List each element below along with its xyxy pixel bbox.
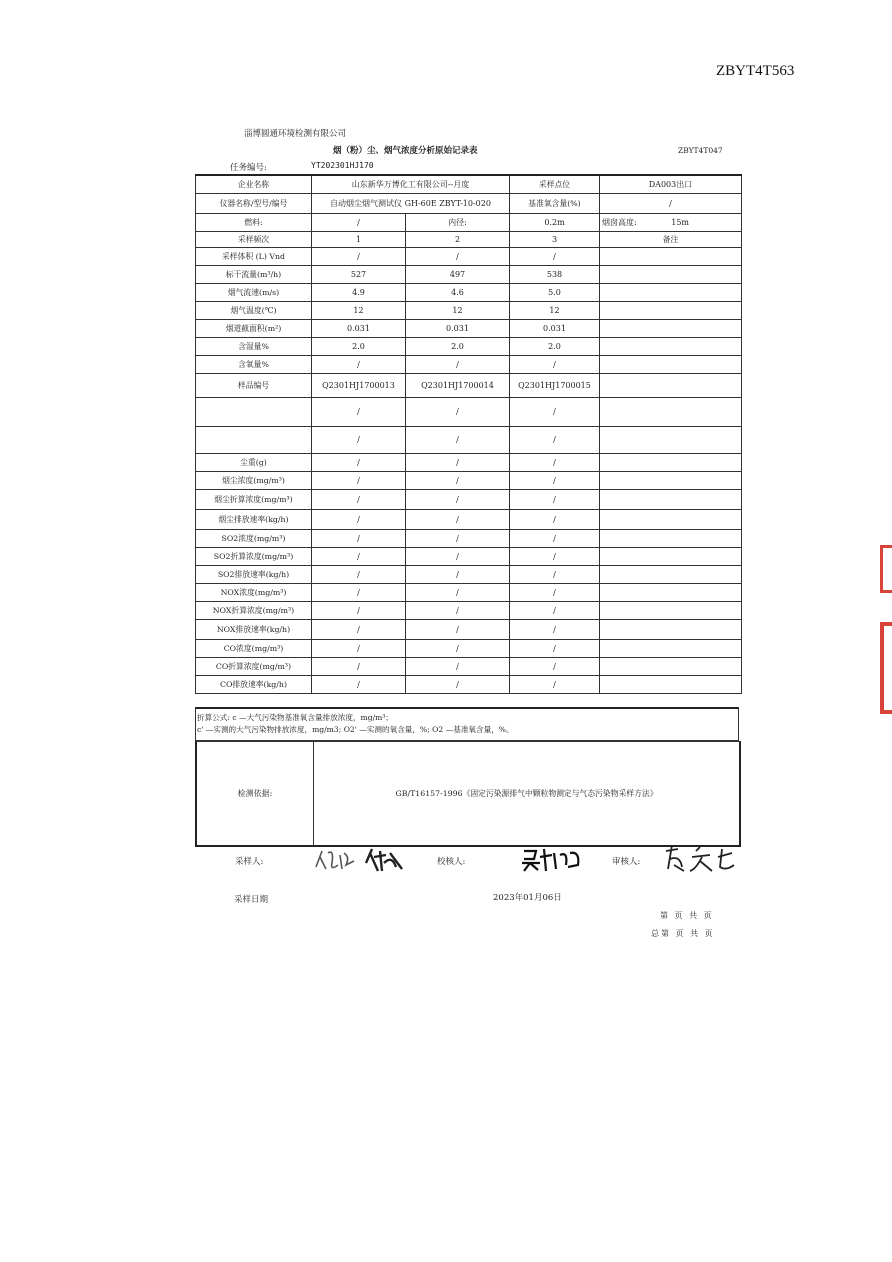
row-remark [600,583,742,601]
sampler-signature [312,843,412,875]
frequency-row [196,231,742,247]
measurement-row [196,319,742,337]
measurement-row [196,301,742,319]
row-value-3: / [510,639,600,657]
row-label [196,397,312,426]
row-value-2: 2.0 [406,337,510,355]
measurement-row [196,355,742,373]
row-value-1: 0.031 [312,319,406,337]
row-value-2: 4.6 [406,283,510,301]
measurement-row [196,639,742,657]
instrument-label: 仪器名称/型号/编号 [196,193,312,213]
row-label: CO排放速率(kg/h) [196,675,312,693]
row-value-3: / [510,426,600,453]
row-value-1: / [312,601,406,619]
analysis-record-table [195,174,742,694]
row-value-3: 5.0 [510,283,600,301]
row-remark [600,265,742,283]
row-value-3: 538 [510,265,600,283]
row-label: CO折算浓度(mg/m³) [196,657,312,675]
reviewer-label: 审核人: [612,857,641,867]
row-value-2: / [406,453,510,471]
formula-line-2: c' —实测的大气污染物排放浓度，mg/m3; O2' —实测的氧含量，%; O2 —基准氧含量，%。 [197,725,514,734]
row-value-3: / [510,397,600,426]
formula-line-1: 折算公式: c —大气污染物基准氧含量排放浓度，mg/m³； [197,713,393,722]
row-remark [600,509,742,529]
row-value-1: 527 [312,265,406,283]
frequency-2: 2 [406,231,510,247]
measurement-row [196,283,742,301]
row-remark [600,301,742,319]
row-remark [600,247,742,265]
row-value-2: / [406,397,510,426]
stack-height-label: 烟囱高度: [602,217,637,227]
row-remark [600,355,742,373]
row-value-1: / [312,619,406,639]
measurement-row [196,265,742,283]
row-value-3: / [510,453,600,471]
measurement-row [196,529,742,547]
measurement-row [196,337,742,355]
measurement-row [196,489,742,509]
measurement-row [196,373,742,397]
row-value-2: 497 [406,265,510,283]
row-label: SO2排放速率(kg/h) [196,565,312,583]
reviewer-signature [660,841,742,875]
row-label [196,426,312,453]
row-label: 烟气温度(℃) [196,301,312,319]
instrument-value: 自动烟尘烟气测试仪 GH-60E ZBYT-10-020 [312,193,510,213]
stack-height-value: 15m [671,217,690,227]
row-label: 烟气流速(m/s) [196,283,312,301]
row-value-1: 4.9 [312,283,406,301]
document-id: ZBYT4T563 [716,63,795,79]
form-code: ZBYT4T047 [678,146,723,155]
measurement-row [196,547,742,565]
row-value-3: 12 [510,301,600,319]
row-remark [600,657,742,675]
company-name: 淄博圆通环境检测有限公司 [244,129,347,139]
sampling-date-value: 2023年01月06日 [493,893,562,903]
task-number-label: 任务编号: [230,163,267,173]
row-value-1: / [312,529,406,547]
enterprise-row [196,175,742,193]
fuel-row [196,213,742,231]
row-value-3: / [510,509,600,529]
seal-stamp-bottom [880,622,892,714]
measurement-row [196,509,742,529]
row-remark [600,283,742,301]
row-label: NOX浓度(mg/m³) [196,583,312,601]
row-value-2: / [406,489,510,509]
sample-point-value: DA003出口 [600,175,742,193]
row-value-3: / [510,583,600,601]
row-value-2: / [406,639,510,657]
row-value-3: Q2301HJ1700015 [510,373,600,397]
row-value-1: 2.0 [312,337,406,355]
row-label: 烟尘折算浓度(mg/m³) [196,489,312,509]
row-label: SO2浓度(mg/m³) [196,529,312,547]
row-value-3: 2.0 [510,337,600,355]
row-remark [600,426,742,453]
row-value-2: Q2301HJ1700014 [406,373,510,397]
basis-box [195,741,741,847]
row-value-2: / [406,601,510,619]
formula-box [195,707,739,741]
row-value-1: / [312,471,406,489]
row-remark [600,639,742,657]
measurement-row [196,657,742,675]
basis-standard: GB/T16157-1996《固定污染源排气中颗粒物测定与气态污染物采样方法》 [395,789,658,798]
row-value-1: / [312,355,406,373]
row-value-2: / [406,547,510,565]
row-value-1: / [312,565,406,583]
row-value-2: / [406,657,510,675]
seal-stamp-top [880,545,892,593]
row-value-3: 0.031 [510,319,600,337]
frequency-label: 采样频次 [196,231,312,247]
row-value-1: / [312,509,406,529]
row-remark [600,471,742,489]
row-value-2: / [406,565,510,583]
frequency-3: 3 [510,231,600,247]
row-remark [600,675,742,693]
ref-oxygen-value: / [600,193,742,213]
measurement-row [196,601,742,619]
row-remark [600,489,742,509]
ref-oxygen-label: 基准氧含量(%) [510,193,600,213]
row-value-1: 12 [312,301,406,319]
enterprise-label: 企业名称 [196,175,312,193]
row-label: 含湿量% [196,337,312,355]
row-value-2: / [406,675,510,693]
row-value-3: / [510,657,600,675]
fuel-label: 燃料: [196,213,312,231]
row-remark [600,373,742,397]
row-value-2: / [406,247,510,265]
measurement-row [196,397,742,426]
row-value-1: / [312,426,406,453]
row-label: NOX折算浓度(mg/m³) [196,601,312,619]
measurement-row [196,453,742,471]
remark-label: 备注 [600,231,742,247]
stack-height-cell [600,213,742,231]
row-label: SO2折算浓度(mg/m³) [196,547,312,565]
row-label: 样品编号 [196,373,312,397]
row-value-2: / [406,355,510,373]
basis-label: 检测依据: [197,742,314,845]
row-remark [600,619,742,639]
fuel-value: / [312,213,406,231]
row-remark [600,337,742,355]
row-value-1: Q2301HJ1700013 [312,373,406,397]
instrument-row [196,193,742,213]
row-value-1: / [312,583,406,601]
task-number-value: YT202301HJ170 [311,161,374,170]
page-number: 第 页 共 页 [660,911,714,920]
row-label: 采样体积 (L) Vnd [196,247,312,265]
row-value-2: / [406,471,510,489]
row-label: NOX排放速率(kg/h) [196,619,312,639]
row-value-1: / [312,547,406,565]
row-value-3: / [510,355,600,373]
row-remark [600,565,742,583]
row-value-3: / [510,529,600,547]
row-value-1: / [312,489,406,509]
total-page-number: 总第 页 共 页 [651,929,715,938]
measurement-row [196,247,742,265]
row-remark [600,547,742,565]
row-label: 烟尘浓度(mg/m³) [196,471,312,489]
row-label: 含氧量% [196,355,312,373]
row-label: 尘重(g) [196,453,312,471]
measurement-row [196,471,742,489]
row-value-2: / [406,509,510,529]
row-remark [600,319,742,337]
row-value-3: / [510,619,600,639]
row-label: 烟尘排放速率(kg/h) [196,509,312,529]
row-value-3: / [510,675,600,693]
row-value-2: / [406,583,510,601]
row-value-2: / [406,529,510,547]
measurement-row [196,675,742,693]
sampler-label: 采样人: [235,857,264,867]
row-value-2: / [406,426,510,453]
measurement-row [196,426,742,453]
measurement-row [196,619,742,639]
row-value-1: / [312,675,406,693]
row-value-1: / [312,639,406,657]
form-title: 烟（粉）尘、烟气浓度分析原始记录表 [333,146,478,156]
row-value-2: 0.031 [406,319,510,337]
row-remark [600,601,742,619]
row-value-3: / [510,471,600,489]
row-remark [600,453,742,471]
inner-diameter-value: 0.2m [510,213,600,231]
row-value-3: / [510,547,600,565]
measurement-row [196,565,742,583]
sampling-date-label: 采样日期 [234,895,269,905]
checker-signature [520,843,584,873]
row-value-3: / [510,489,600,509]
row-value-3: / [510,601,600,619]
row-label: CO浓度(mg/m³) [196,639,312,657]
row-value-2: / [406,619,510,639]
row-remark [600,397,742,426]
row-value-3: / [510,565,600,583]
row-value-1: / [312,453,406,471]
sample-point-label: 采样点位 [510,175,600,193]
row-label: 标干流量(m³/h) [196,265,312,283]
row-value-2: 12 [406,301,510,319]
row-value-1: / [312,657,406,675]
row-value-1: / [312,247,406,265]
row-value-1: / [312,397,406,426]
row-label: 烟道截面积(m²) [196,319,312,337]
measurement-row [196,583,742,601]
row-remark [600,529,742,547]
inner-diameter-label: 内径: [406,213,510,231]
checker-label: 校核人: [437,857,466,867]
enterprise-value: 山东新华万博化工有限公司--月度 [312,175,510,193]
row-value-3: / [510,247,600,265]
frequency-1: 1 [312,231,406,247]
